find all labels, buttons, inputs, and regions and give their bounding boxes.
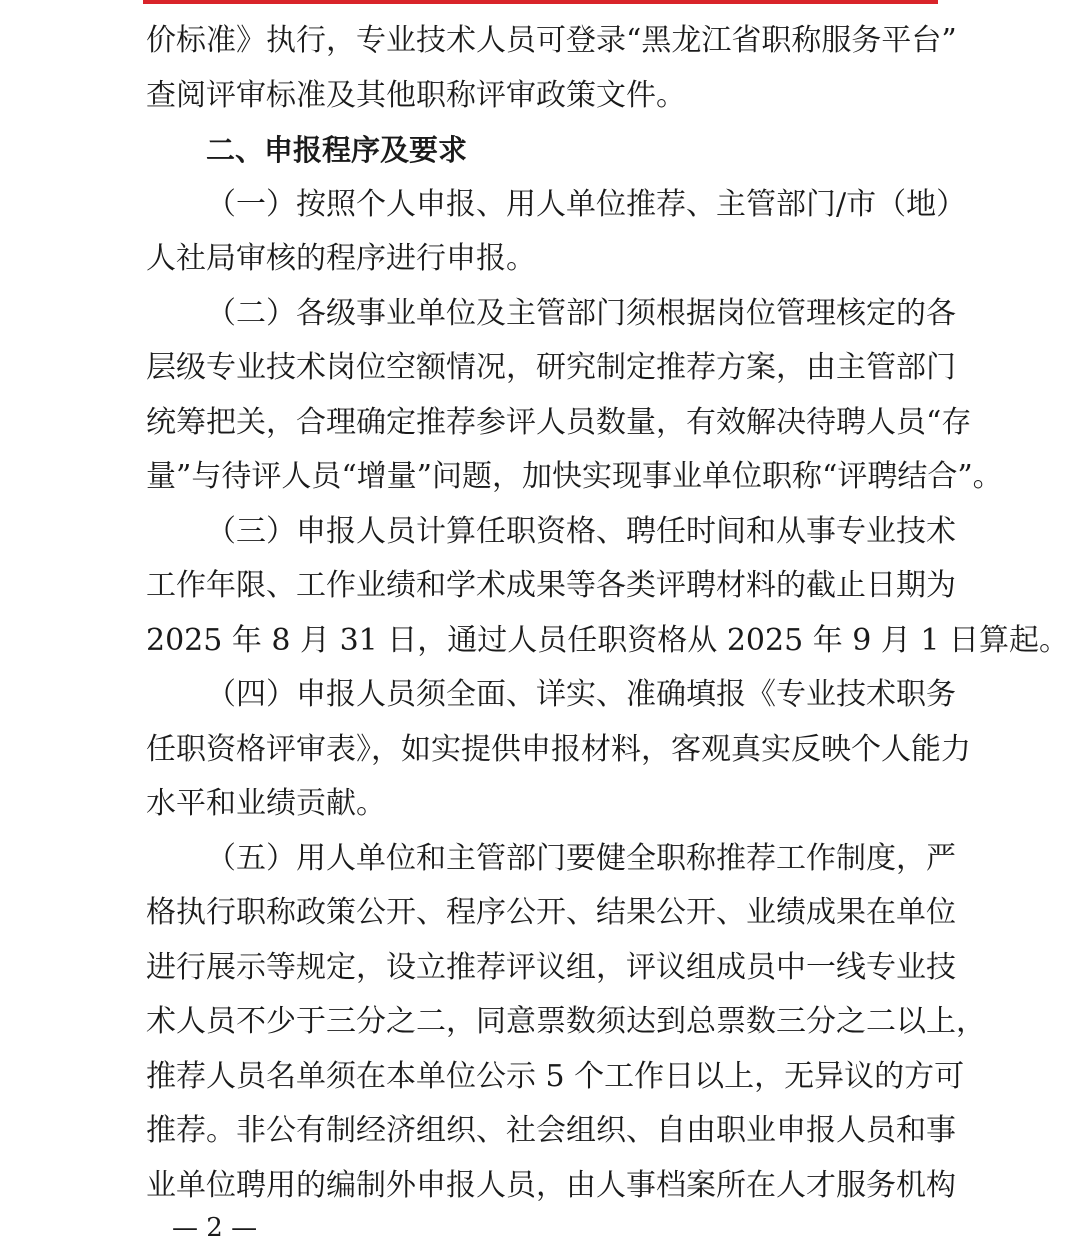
text-line: 人社局审核的程序进行申报。: [146, 241, 536, 276]
page-number: — 2 —: [172, 1213, 258, 1243]
text-line: 推荐。非公有制经济组织、社会组织、自由职业申报人员和事: [146, 1113, 956, 1148]
section-heading: 二、申报程序及要求: [206, 133, 468, 167]
text-line: 层级专业技术岗位空额情况，研究制定推荐方案，由主管部门: [146, 350, 956, 385]
text-line: 推荐人员名单须在本单位公示 5 个工作日以上，无异议的方可: [146, 1058, 965, 1094]
paragraph-first-line: （四）申报人员须全面、详实、准确填报《专业技术职务: [206, 677, 956, 712]
text-line: 工作年限、工作业绩和学术成果等各类评聘材料的截止日期为: [146, 568, 956, 603]
text-line: 进行展示等规定，设立推荐评议组，评议组成员中一线专业技: [146, 949, 956, 985]
paragraph-first-line: （三）申报人员计算任职资格、聘任时间和从事专业技术: [206, 513, 956, 549]
text-line: 业单位聘用的编制外申报人员，由人事档案所在人才服务机构: [146, 1167, 956, 1203]
top-red-rule: [143, 0, 938, 4]
text-line: 统筹把关，合理确定推荐参评人员数量，有效解决待聘人员“存: [146, 404, 972, 440]
paragraph-first-line: （二）各级事业单位及主管部门须根据岗位管理核定的各: [206, 295, 956, 331]
text-line: 任职资格评审表》，如实提供申报材料，客观真实反映个人能力: [146, 731, 971, 767]
document-body: [146, 14, 1070, 1213]
text-line: 水平和业绩贡献。: [146, 786, 386, 821]
text-line: 2025 年 8 月 31 日，通过人员任职资格从 2025 年 9 月 1 日算起。: [146, 622, 1070, 658]
text-line: 术人员不少于三分之二，同意票数须达到总票数三分之二以上，: [146, 1004, 986, 1039]
text-line: 价标准》执行，专业技术人员可登录“黑龙江省职称服务平台”: [146, 23, 957, 58]
text-line: 量”与待评人员“增量”问题，加快实现事业单位职称“评聘结合”。: [146, 459, 1003, 494]
paragraph-first-line: （五）用人单位和主管部门要健全职称推荐工作制度，严: [206, 840, 956, 876]
text-line: 查阅评审标准及其他职称评审政策文件。: [146, 77, 686, 113]
text-line: 格执行职称政策公开、程序公开、结果公开、业绩成果在单位: [146, 895, 956, 930]
paragraph-first-line: （一）按照个人申报、用人单位推荐、主管部门/市（地）: [206, 186, 967, 222]
